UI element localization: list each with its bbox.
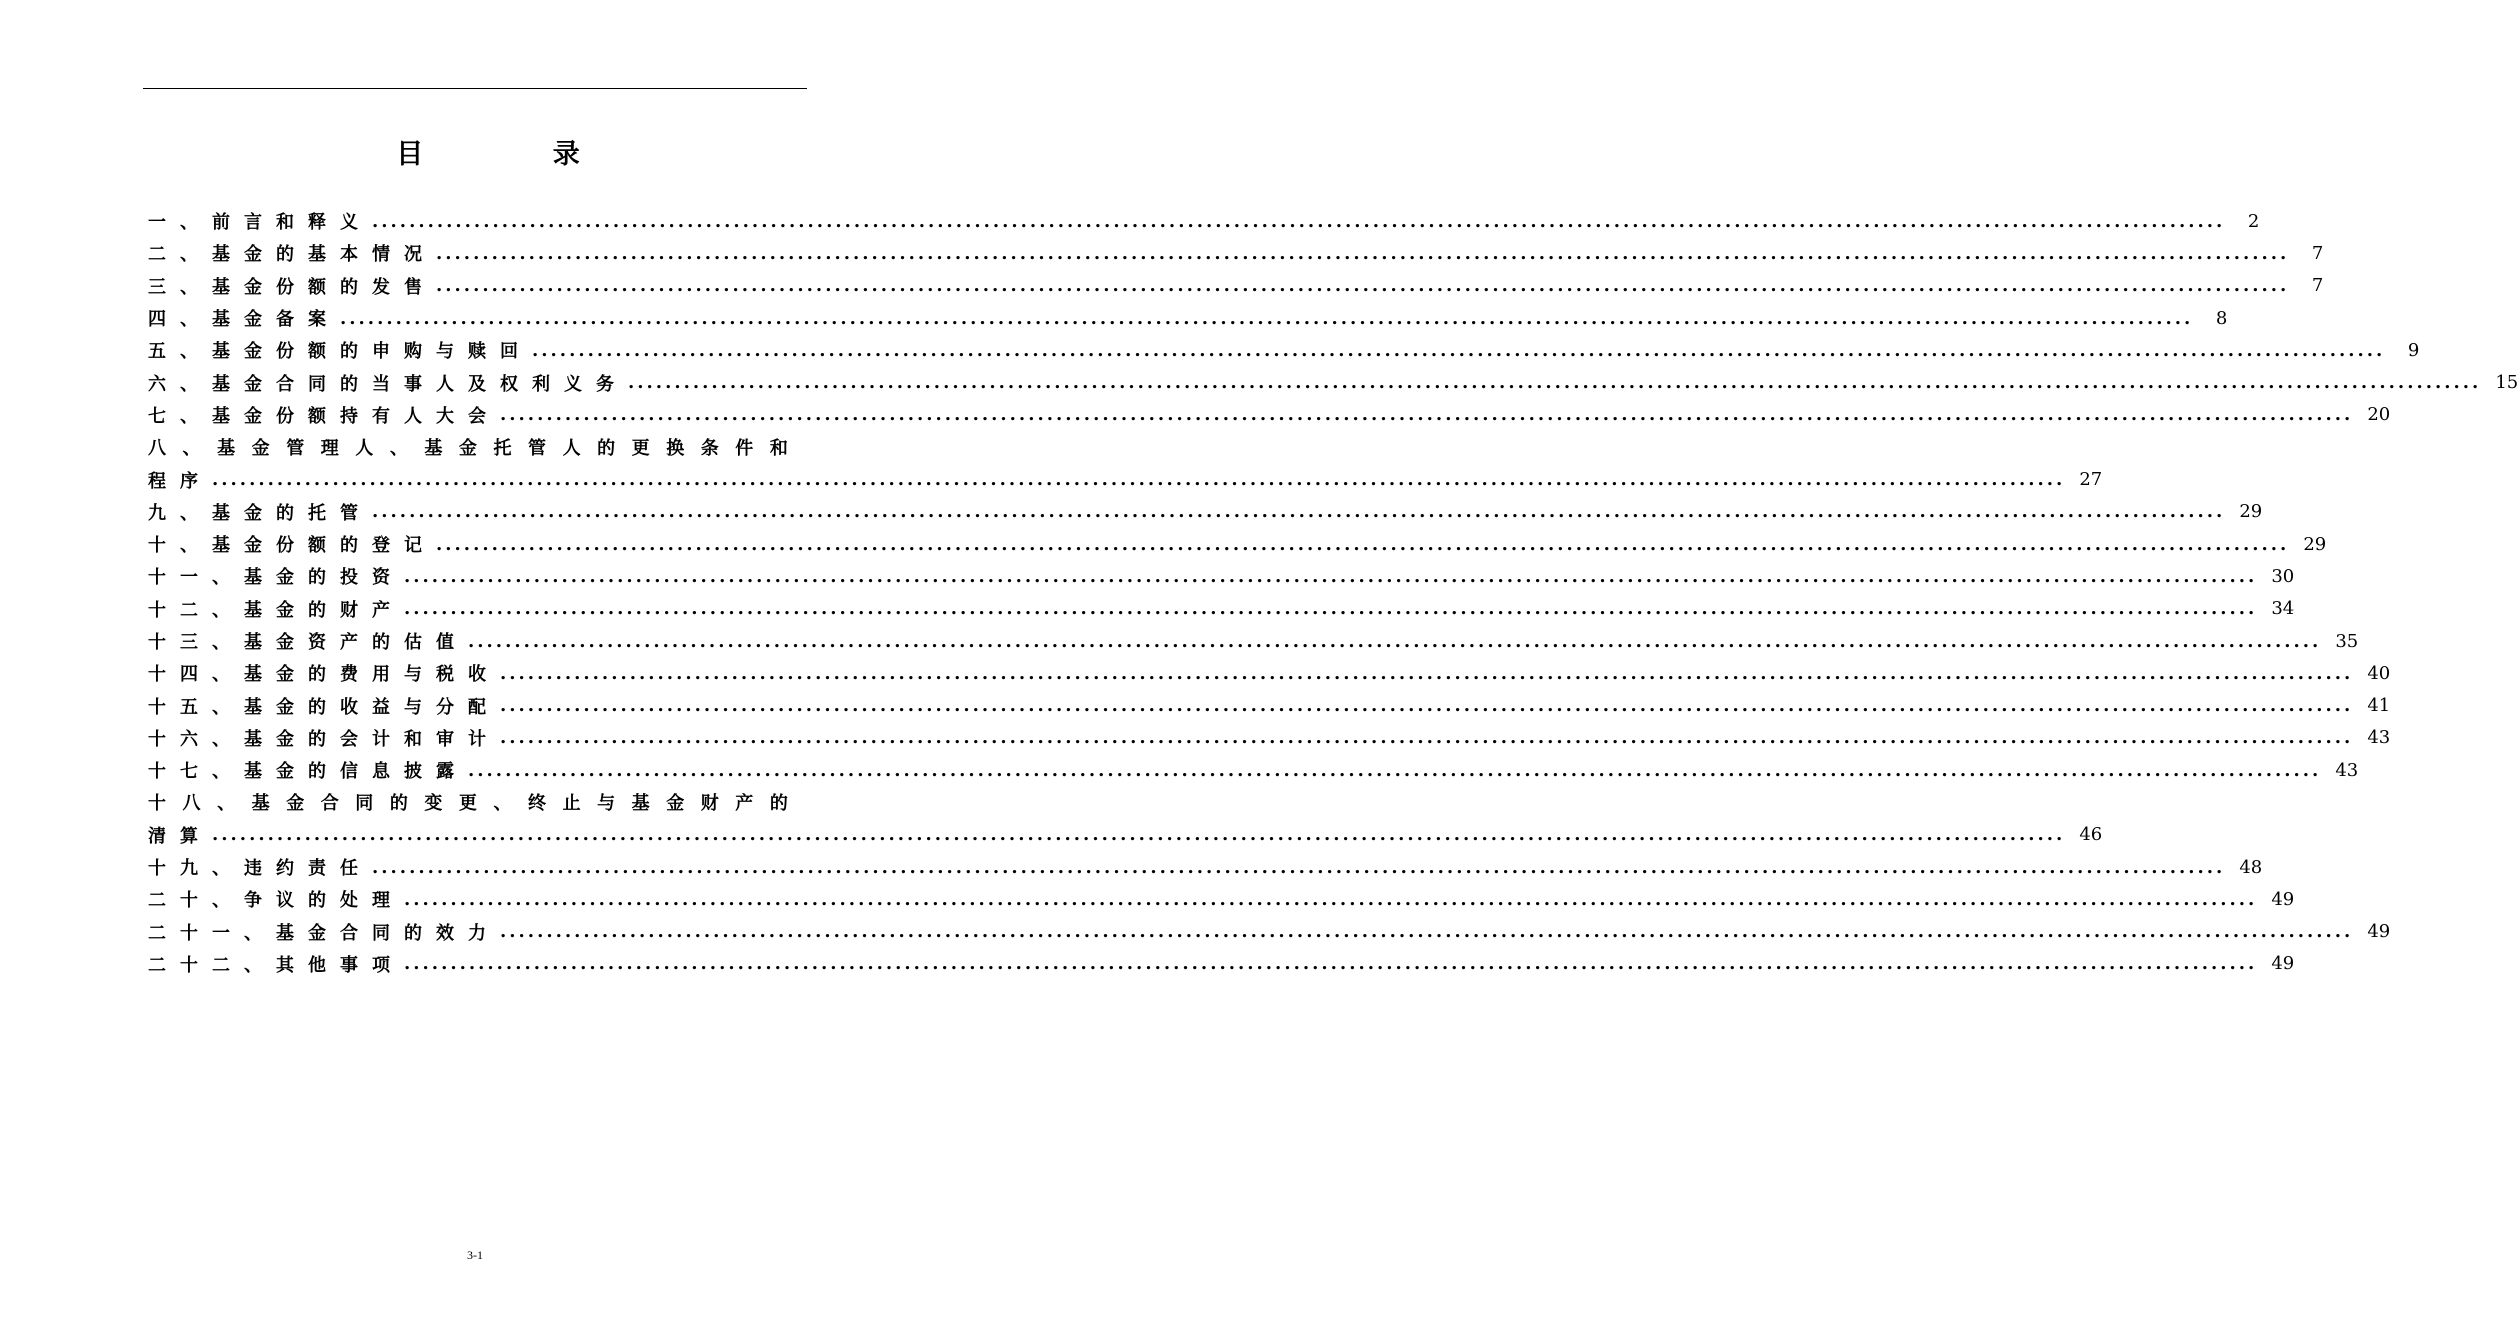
toc-entry-title: 十二、基金的财产 [148,599,404,621]
toc-entry-title: 十六、基金的会计和审计 [148,728,500,750]
table-of-contents [148,205,2518,980]
toc-leader: ........................................................................................................................................................................................................ [468,630,2322,652]
toc-leader: ........................................................................................................................................................................................................ [372,501,2226,523]
toc-entry[interactable] [148,270,2324,302]
toc-entry-title: 五、基金份额的申购与赎回 [148,341,532,363]
toc-entry-line1[interactable] [148,786,788,818]
toc-entry[interactable] [148,883,2295,915]
toc-entry[interactable] [148,689,2391,721]
toc-entry-title-line1: 十 八 、 基 金 合 同 的 变 更 、 终 止 与 基 金 财 产 的 [148,793,788,815]
toc-entry-page: 43 [2335,759,2359,781]
toc-leader: ........................................................................................................................................................................................................ [436,242,2290,264]
toc-entry-page: 34 [2271,598,2295,620]
toc-entry-title: 十七、基金的信息披露 [148,761,468,783]
toc-entry[interactable] [148,205,2260,237]
toc-entry[interactable] [148,302,2228,334]
toc-leader: ........................................................................................................................................................................................................ [500,404,2354,426]
toc-leader: ........................................................................................................................................................................................................ [436,533,2290,555]
toc-entry[interactable] [148,593,2295,625]
toc-leader: ........................................................................................................................................................................................................ [436,275,2290,297]
toc-entry-page: 9 [2407,339,2420,361]
toc-entry-page: 35 [2335,630,2359,652]
toc-entry-title-line2: 程序 [148,470,212,492]
toc-leader: ........................................................................................................................................................................................................ [532,339,2386,361]
toc-entry-page: 46 [2079,824,2103,846]
toc-leader: ........................................................................................................................................................................................................ [372,856,2226,878]
toc-entry-page: 27 [2079,469,2103,491]
toc-entry[interactable] [148,366,2518,398]
toc-entry-title: 十、基金份额的登记 [148,535,436,557]
toc-entry-page: 40 [2367,662,2391,684]
toc-entry-page: 41 [2367,695,2391,717]
toc-entry[interactable] [148,948,2295,980]
toc-entry-title: 二十、争议的处理 [148,890,404,912]
toc-leader: ........................................................................................................................................................................................................ [468,759,2322,781]
toc-entry[interactable] [148,625,2359,657]
toc-entry-title: 十一、基金的投资 [148,567,404,589]
toc-entry[interactable] [148,237,2324,269]
toc-entry[interactable] [148,496,2263,528]
toc-leader: ........................................................................................................................................................................................................ [628,372,2482,394]
toc-entry-page: 20 [2367,404,2391,426]
toc-leader: ........................................................................................................................................................................................................ [500,695,2354,717]
toc-entry[interactable] [148,399,2391,431]
toc-entry-page: 49 [2367,921,2391,943]
toc-entry-title: 十三、基金资产的估值 [148,632,468,653]
toc-entry-page: 43 [2367,727,2391,749]
toc-entry[interactable] [148,916,2391,948]
toc-entry-line2[interactable] [148,463,2103,495]
toc-entry[interactable] [148,334,2420,366]
toc-entry-title-line2: 清算 [148,825,212,847]
toc-entry-title: 六、基金合同的当事人及权利义务 [148,373,628,395]
toc-entry[interactable] [148,560,2295,592]
toc-leader: ........................................................................................................................................................................................................ [212,824,2066,846]
toc-entry-title: 七、基金份额持有人大会 [148,405,500,427]
toc-leader: ........................................................................................................................................................................................................ [340,307,2194,329]
toc-entry-title: 二、基金的基本情况 [148,244,436,266]
toc-entry-title: 九、基金的托管 [148,502,372,524]
toc-entry[interactable] [148,657,2391,689]
toc-entry-page: 8 [2215,307,2228,329]
toc-entry[interactable] [148,851,2263,883]
toc-entry-title: 一、前言和释义 [148,212,372,234]
toc-entry-title: 二十一、基金合同的效力 [148,922,500,944]
toc-entry-title: 十五、基金的收益与分配 [148,696,500,718]
toc-leader: ........................................................................................................................................................................................................ [500,921,2354,943]
toc-entry[interactable] [148,754,2359,786]
toc-leader: ........................................................................................................................................................................................................ [500,662,2354,684]
toc-entry-page: 49 [2271,953,2295,975]
toc-entry-title-line1: 八 、 基 金 管 理 人 、 基 金 托 管 人 的 更 换 条 件 和 [148,438,788,460]
toc-entry-page: 49 [2271,888,2295,910]
toc-entry-page: 29 [2303,533,2327,555]
toc-entry-page: 2 [2247,210,2260,232]
toc-leader: ........................................................................................................................................................................................................ [500,727,2354,749]
toc-leader: ........................................................................................................................................................................................................ [404,953,2258,975]
toc-entry-title: 十四、基金的费用与税收 [148,664,500,686]
toc-entry-title: 十九、违约责任 [148,858,372,880]
toc-title: 目 录 [396,139,640,170]
page-number-footer: 3-1 [467,1248,483,1262]
toc-leader: ........................................................................................................................................................................................................ [372,210,2226,232]
toc-entry[interactable] [148,722,2391,754]
toc-entry-title: 三、基金份额的发售 [148,276,436,298]
toc-entry-page: 30 [2271,565,2295,587]
toc-entry-page: 7 [2311,275,2324,297]
toc-entry-page: 29 [2239,501,2263,523]
toc-entry-page: 15 [2495,372,2518,394]
toc-entry-title: 四、基金备案 [148,309,340,331]
toc-leader: ........................................................................................................................................................................................................ [404,565,2258,587]
toc-entry-page: 7 [2311,242,2324,264]
toc-leader: ........................................................................................................................................................................................................ [404,888,2258,910]
header-rule [143,88,807,89]
toc-leader: ........................................................................................................................................................................................................ [212,469,2066,491]
toc-leader: ........................................................................................................................................................................................................ [404,598,2258,620]
toc-entry-title: 二十二、其他事项 [148,954,404,976]
toc-entry-line1[interactable] [148,431,788,463]
toc-entry[interactable] [148,528,2327,560]
toc-entry-line2[interactable] [148,819,2103,851]
toc-entry-page: 48 [2239,856,2263,878]
